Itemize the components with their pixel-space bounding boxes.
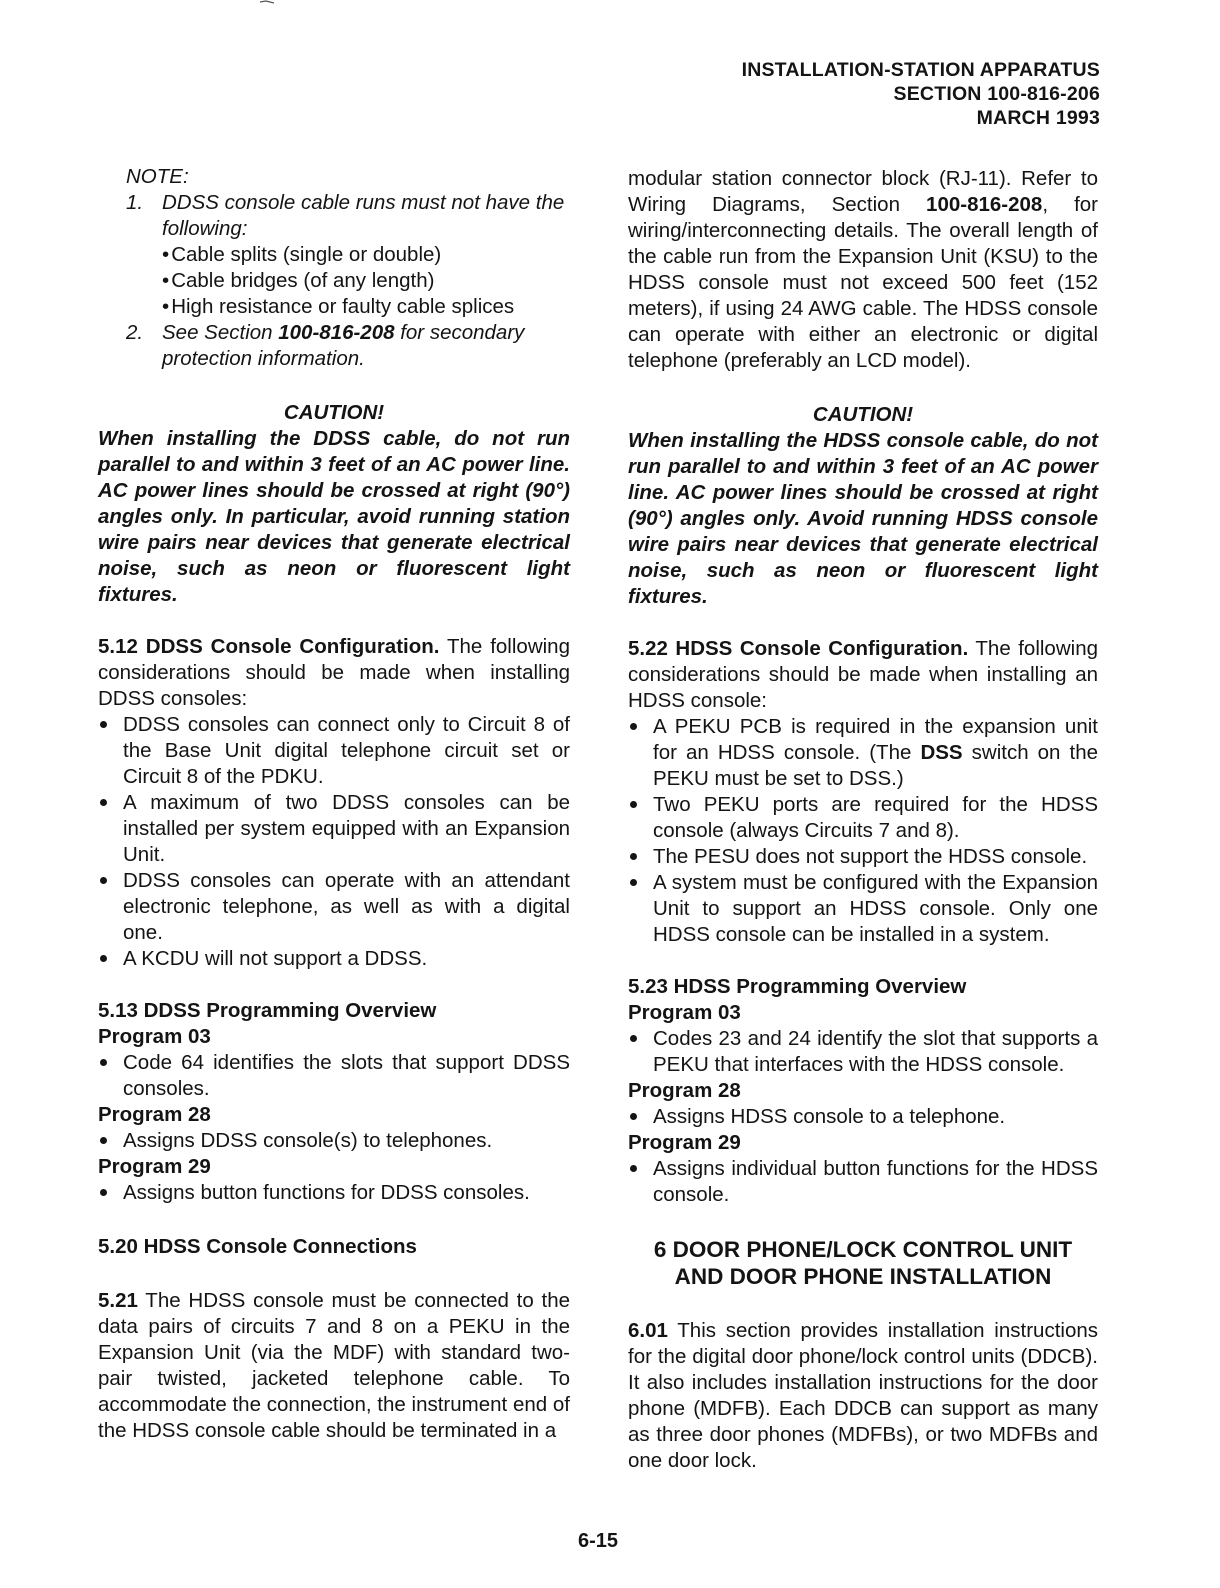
section-6-01: 6.01 This section provides installation instructions for the digital door phone/lock control units (DDCB). It also includes installation instructions for the door phone (MDFB). Each DDCB can support as many as three door phones (MDFBs), or two MDFBs and one door lock. [628,1319,1098,1472]
note-subitem: • Cable splits (single or double) [162,242,570,268]
document-header [742,58,1100,130]
section-5-12: 5.12 DDSS Console Configuration. The following considerations should be made when installing DDSS consoles: [98,635,570,710]
header-title: INSTALLATION-STATION APPARATUS [741,59,1100,81]
caution-body: When installing the HDSS console cable, do not run parallel to and within 3 feet of an AC power line. AC power lines should be crossed at right (90°) angles only. Avoid running HDSS console wire pairs near devices that generate electrical noise, such as neon or fluorescent light fixtures. [628,429,1098,608]
program-label: Program 29 [628,1131,741,1154]
continued-paragraph: modular station connector block (RJ-11). Refer to Wiring Diagrams, Section 100-816-208, for wiring/interconnecting details. The overall length of the cable run from the Expansion Unit (KSU) to the HDSS console must not exceed 500 feet (152 meters), if using 24 AWG cable. The HDSS console can operate with either an electronic or digital telephone (preferably an LCD model). [628,167,1098,372]
note-item-1: 1. DDSS console cable runs must not have the following: [126,190,570,242]
note-subitem: • Cable bridges (of any length) [162,268,570,294]
section-reference: 100-816-208 [926,193,1043,216]
list-item: Assigns DDSS console(s) to telephones. [98,1128,570,1154]
list-item: Two PEKU ports are required for the HDSS console (always Circuits 7 and 8). [628,792,1098,844]
list-item: Assigns HDSS console to a telephone. [628,1104,1098,1130]
section-reference: 100-816-208 [278,321,395,344]
list-item: Assigns individual button functions for the HDSS console. [628,1156,1098,1208]
note-block [126,164,570,372]
caution-body: When installing the DDSS cable, do not run parallel to and within 3 feet of an AC power line. AC power lines should be crossed at right (90°) angles only. In particular, avoid running station wire pairs near devices that generate electrical noise, such as neon or fluorescent light fixtures. [98,427,570,606]
left-column [98,164,570,1444]
bullet-list [98,712,570,972]
caution-title: CAUTION! [283,401,385,424]
right-column [628,166,1098,1474]
note-item-2: 2. See Section 100-816-208 for secondary protection information. [126,321,525,370]
list-item: Assigns button functions for DDSS consoles. [98,1180,570,1206]
section-heading: 5.13 DDSS Programming Overview [98,999,437,1022]
bullet-list [628,714,1098,948]
section-5-22: 5.22 HDSS Console Configuration. The following considerations should be made when installing an HDSS console: [628,637,1098,712]
program-label: Program 03 [628,1001,741,1024]
section-heading: 5.20 HDSS Console Connections [98,1235,417,1258]
program-label: Program 28 [98,1103,211,1126]
section-heading: 5.22 HDSS Console Configuration. [628,637,969,660]
section-heading: 5.12 DDSS Console Configuration. [98,635,440,658]
note-sublist [162,242,570,320]
list-item: DDSS consoles can connect only to Circuit 8 of the Base Unit digital telephone circuit set or Circuit 8 of the PDKU. [98,712,570,790]
note-subitem: • High resistance or faulty cable splices [162,294,570,320]
program-label: Program 03 [98,1025,211,1048]
list-item: A KCDU will not support a DDSS. [98,946,570,972]
note-title: NOTE: [126,165,189,188]
program-label: Program 28 [628,1079,741,1102]
program-label: Program 29 [98,1155,211,1178]
section-5-21: 5.21 The HDSS console must be connected to the data pairs of circuits 7 and 8 on a PEKU in the Expansion Unit (via the MDF) with standard two-pair twisted, jacketed telephone cable. To accommodate the connection, the instrument end of the HDSS console cable should be terminated in a [98,1289,570,1442]
list-item: The PESU does not support the HDSS console. [628,844,1098,870]
header-section: SECTION 100-816-206 [893,83,1100,105]
caution-title: CAUTION! [812,403,914,426]
section-heading: 5.23 HDSS Programming Overview [628,975,967,998]
list-item: DDSS consoles can operate with an attendant electronic telephone, as well as with a digital one. [98,868,570,946]
note-item-1-text: DDSS console cable runs must not have the following: [162,191,565,240]
header-date: MARCH 1993 [976,107,1100,129]
list-item: A system must be configured with the Expansion Unit to support an HDSS console. Only one HDSS console can be installed in a system. [628,870,1098,948]
scan-mark [260,0,274,4]
list-item: A PEKU PCB is required in the expansion unit for an HDSS console. (The DSS switch on the PEKU must be set to DSS.) [628,714,1098,792]
page-number: 6-15 [577,1530,619,1552]
list-item: Codes 23 and 24 identify the slot that supports a PEKU that interfaces with the HDSS console. [628,1026,1098,1078]
list-item: A maximum of two DDSS consoles can be installed per system equipped with an Expansion Unit. [98,790,570,868]
list-item: Code 64 identifies the slots that support DDSS consoles. [98,1050,570,1102]
chapter-heading: 6 DOOR PHONE/LOCK CONTROL UNIT AND DOOR PHONE INSTALLATION [653,1237,1073,1289]
